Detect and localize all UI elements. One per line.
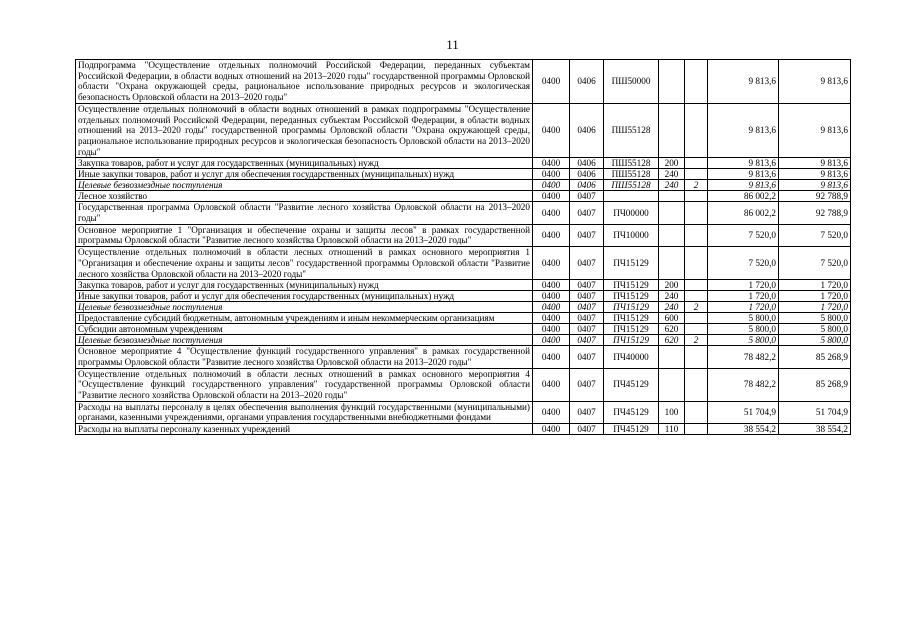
amount-year2-cell: 85 268,9: [779, 346, 851, 368]
amount-year1-cell: 9 813,6: [708, 158, 779, 169]
row-name-cell: Субсидии автономным учреждениям: [76, 324, 533, 335]
section-code-cell: 0400: [533, 335, 570, 346]
row-name-cell: Государственная программа Орловской области "Развитие лесного хозяйства Орловской области на 2013–2020 годы": [76, 202, 533, 224]
row-name-cell: Закупка товаров, работ и услуг для государственных (муниципальных) нужд: [76, 280, 533, 291]
row-name-cell: Иные закупки товаров, работ и услуг для обеспечения государственных (муниципальных) нужд: [76, 169, 533, 180]
table-row: [76, 302, 851, 313]
expense-type-cell: 240: [659, 169, 685, 180]
expense-type-cell: 200: [659, 158, 685, 169]
expense-type-cell: 620: [659, 335, 685, 346]
source-code-cell: [685, 291, 708, 302]
section-code-cell: 0400: [533, 401, 570, 423]
amount-year1-cell: 78 482,2: [708, 346, 779, 368]
row-name-cell: Расходы на выплаты персоналу в целях обеспечения выполнения функций государственными (муниципальными) органами, казенными учреждениями, органами управления государственными внебюджетными фондами: [76, 401, 533, 423]
target-article-cell: [604, 191, 659, 202]
target-article-cell: ПЧ40000: [604, 346, 659, 368]
amount-year1-cell: 1 720,0: [708, 302, 779, 313]
table-row: [76, 424, 851, 435]
expense-type-cell: [659, 224, 685, 246]
subsection-code-cell: 0407: [570, 291, 604, 302]
row-name-cell: Основное мероприятие 1 "Организация и обеспечение охраны и защиты лесов" в рамках государственной программы Орловской области "Развитие лесного хозяйства Орловской области на 2013–2020 годы": [76, 224, 533, 246]
amount-year1-cell: 5 800,0: [708, 313, 779, 324]
subsection-code-cell: 0407: [570, 280, 604, 291]
row-name-cell: Иные закупки товаров, работ и услуг для обеспечения государственных (муниципальных) нужд: [76, 291, 533, 302]
subsection-code-cell: 0407: [570, 202, 604, 224]
amount-year1-cell: 1 720,0: [708, 280, 779, 291]
amount-year2-cell: 1 720,0: [779, 302, 851, 313]
page-number: 11: [446, 37, 459, 52]
expense-type-cell: [659, 191, 685, 202]
amount-year2-cell: 5 800,0: [779, 313, 851, 324]
expense-type-cell: [659, 247, 685, 280]
amount-year2-cell: 5 800,0: [779, 324, 851, 335]
section-code-cell: 0400: [533, 291, 570, 302]
subsection-code-cell: 0407: [570, 247, 604, 280]
expense-type-cell: 240: [659, 291, 685, 302]
source-code-cell: [685, 202, 708, 224]
expense-type-cell: [659, 202, 685, 224]
table-row: [76, 291, 851, 302]
target-article-cell: ПШ55128: [604, 180, 659, 191]
source-code-cell: [685, 191, 708, 202]
amount-year2-cell: 9 813,6: [779, 158, 851, 169]
target-article-cell: ПШ50000: [604, 60, 659, 104]
amount-year2-cell: 1 720,0: [779, 291, 851, 302]
section-code-cell: 0400: [533, 224, 570, 246]
target-article-cell: ПЧ15129: [604, 247, 659, 280]
target-article-cell: ПЧ45129: [604, 424, 659, 435]
row-name-cell: Закупка товаров, работ и услуг для государственных (муниципальных) нужд: [76, 158, 533, 169]
amount-year1-cell: 5 800,0: [708, 324, 779, 335]
table-row: [76, 103, 851, 158]
expense-type-cell: 100: [659, 401, 685, 423]
target-article-cell: ПЧ45129: [604, 368, 659, 401]
table-row: [76, 280, 851, 291]
subsection-code-cell: 0406: [570, 103, 604, 158]
subsection-code-cell: 0406: [570, 158, 604, 169]
target-article-cell: ПЧ15129: [604, 313, 659, 324]
target-article-cell: ПЧ15129: [604, 280, 659, 291]
row-name-cell: Основное мероприятие 4 "Осуществление функций государственного управления" в рамках государственной программы Орловской области "Развитие лесного хозяйства Орловской области на 2013–2020 годы": [76, 346, 533, 368]
section-code-cell: 0400: [533, 424, 570, 435]
expense-type-cell: 240: [659, 180, 685, 191]
amount-year2-cell: 38 554,2: [779, 424, 851, 435]
amount-year1-cell: 9 813,6: [708, 60, 779, 104]
subsection-code-cell: 0407: [570, 424, 604, 435]
subsection-code-cell: 0407: [570, 302, 604, 313]
amount-year1-cell: 51 704,9: [708, 401, 779, 423]
amount-year2-cell: 9 813,6: [779, 180, 851, 191]
budget-table: [75, 59, 851, 435]
table-row: [76, 224, 851, 246]
subsection-code-cell: 0407: [570, 401, 604, 423]
row-name-cell: Предоставление субсидий бюджетным, автономным учреждениям и иным некоммерческим организациям: [76, 313, 533, 324]
source-code-cell: [685, 280, 708, 291]
amount-year1-cell: 9 813,6: [708, 180, 779, 191]
source-code-cell: [685, 247, 708, 280]
amount-year1-cell: 7 520,0: [708, 247, 779, 280]
amount-year2-cell: 92 788,9: [779, 202, 851, 224]
table-row: [76, 247, 851, 280]
amount-year2-cell: 9 813,6: [779, 169, 851, 180]
expense-type-cell: 620: [659, 324, 685, 335]
row-name-cell: Целевые безвозмездные поступления: [76, 302, 533, 313]
target-article-cell: ПЧ45129: [604, 401, 659, 423]
amount-year1-cell: 9 813,6: [708, 169, 779, 180]
source-code-cell: [685, 60, 708, 104]
table-row: [76, 346, 851, 368]
table-row: [76, 324, 851, 335]
section-code-cell: 0400: [533, 280, 570, 291]
row-name-cell: Осуществление отдельных полномочий в области лесных отношений в рамках основного мероприятия 1 "Организация и обеспечение охраны и защиты лесов" государственной программы Орловской области "Развитие лесного хозяйства Орловской области на 2013–2020 годы": [76, 247, 533, 280]
target-article-cell: ПЧ15129: [604, 324, 659, 335]
amount-year2-cell: 5 800,0: [779, 335, 851, 346]
expense-type-cell: 110: [659, 424, 685, 435]
subsection-code-cell: 0407: [570, 191, 604, 202]
table-row: [76, 158, 851, 169]
section-code-cell: 0400: [533, 191, 570, 202]
source-code-cell: [685, 401, 708, 423]
source-code-cell: [685, 368, 708, 401]
amount-year2-cell: 7 520,0: [779, 247, 851, 280]
target-article-cell: ПЧ00000: [604, 202, 659, 224]
expense-type-cell: [659, 346, 685, 368]
subsection-code-cell: 0407: [570, 368, 604, 401]
target-article-cell: ПЧ15129: [604, 302, 659, 313]
section-code-cell: 0400: [533, 313, 570, 324]
amount-year1-cell: 9 813,6: [708, 103, 779, 158]
source-code-cell: 2: [685, 302, 708, 313]
budget-table-body: [76, 60, 851, 435]
section-code-cell: 0400: [533, 169, 570, 180]
source-code-cell: [685, 346, 708, 368]
table-row: [76, 169, 851, 180]
target-article-cell: ПЧ10000: [604, 224, 659, 246]
table-row: [76, 191, 851, 202]
source-code-cell: [685, 169, 708, 180]
expense-type-cell: [659, 103, 685, 158]
amount-year1-cell: 86 002,2: [708, 191, 779, 202]
source-code-cell: 2: [685, 180, 708, 191]
table-row: [76, 335, 851, 346]
expense-type-cell: 200: [659, 280, 685, 291]
source-code-cell: [685, 224, 708, 246]
subsection-code-cell: 0407: [570, 346, 604, 368]
row-name-cell: Лесное хозяйство: [76, 191, 533, 202]
amount-year1-cell: 38 554,2: [708, 424, 779, 435]
source-code-cell: [685, 424, 708, 435]
amount-year2-cell: 1 720,0: [779, 280, 851, 291]
table-row: [76, 313, 851, 324]
amount-year2-cell: 9 813,6: [779, 103, 851, 158]
amount-year1-cell: 86 002,2: [708, 202, 779, 224]
section-code-cell: 0400: [533, 346, 570, 368]
section-code-cell: 0400: [533, 247, 570, 280]
subsection-code-cell: 0407: [570, 335, 604, 346]
section-code-cell: 0400: [533, 60, 570, 104]
expense-type-cell: 600: [659, 313, 685, 324]
target-article-cell: ПШ55128: [604, 169, 659, 180]
section-code-cell: 0400: [533, 180, 570, 191]
expense-type-cell: 240: [659, 302, 685, 313]
target-article-cell: ПШ55128: [604, 158, 659, 169]
section-code-cell: 0400: [533, 103, 570, 158]
section-code-cell: 0400: [533, 158, 570, 169]
subsection-code-cell: 0406: [570, 60, 604, 104]
section-code-cell: 0400: [533, 324, 570, 335]
target-article-cell: ПШ55128: [604, 103, 659, 158]
row-name-cell: Целевые безвозмездные поступления: [76, 335, 533, 346]
section-code-cell: 0400: [533, 202, 570, 224]
amount-year2-cell: 51 704,9: [779, 401, 851, 423]
row-name-cell: Расходы на выплаты персоналу казенных учреждений: [76, 424, 533, 435]
amount-year2-cell: 85 268,9: [779, 368, 851, 401]
table-row: [76, 202, 851, 224]
subsection-code-cell: 0406: [570, 180, 604, 191]
target-article-cell: ПЧ15129: [604, 335, 659, 346]
row-name-cell: Осуществление отдельных полномочий в области водных отношений в рамках подпрограммы "Осуществление отдельных полномочий Российской Федерации, переданных субъектам Российской Федерации, в области водных отношений на 2013–2020 годы" государственной программы Орловской области "Охрана окружающей среды, рациональное использование природных ресурсов и экологическая безопасность Орловской области на 2013–2020 годы": [76, 103, 533, 158]
amount-year1-cell: 5 800,0: [708, 335, 779, 346]
source-code-cell: 2: [685, 335, 708, 346]
amount-year1-cell: 1 720,0: [708, 291, 779, 302]
amount-year1-cell: 78 482,2: [708, 368, 779, 401]
source-code-cell: [685, 103, 708, 158]
subsection-code-cell: 0407: [570, 324, 604, 335]
subsection-code-cell: 0407: [570, 224, 604, 246]
source-code-cell: [685, 324, 708, 335]
amount-year1-cell: 7 520,0: [708, 224, 779, 246]
source-code-cell: [685, 158, 708, 169]
row-name-cell: Целевые безвозмездные поступления: [76, 180, 533, 191]
row-name-cell: Осуществление отдельных полномочий в области лесных отношений в рамках основного мероприятия 4 "Осуществление функций государственного управления" государственной программы Орловской области "Развитие лесного хозяйства Орловской области на 2013–2020 годы": [76, 368, 533, 401]
expense-type-cell: [659, 60, 685, 104]
section-code-cell: 0400: [533, 302, 570, 313]
amount-year2-cell: 92 788,9: [779, 191, 851, 202]
table-row: [76, 180, 851, 191]
amount-year2-cell: 7 520,0: [779, 224, 851, 246]
table-row: [76, 368, 851, 401]
amount-year2-cell: 9 813,6: [779, 60, 851, 104]
table-row: [76, 60, 851, 104]
section-code-cell: 0400: [533, 368, 570, 401]
source-code-cell: [685, 313, 708, 324]
row-name-cell: Подпрограмма "Осуществление отдельных полномочий Российской Федерации, переданных субъектам Российской Федерации, в области водных отношений на 2013–2020 годы" государственной программы Орловской области "Охрана окружающей среды, рациональное использование природных ресурсов и экологическая безопасность Орловской области на 2013–2020 годы": [76, 60, 533, 104]
table-row: [76, 401, 851, 423]
subsection-code-cell: 0406: [570, 169, 604, 180]
expense-type-cell: [659, 368, 685, 401]
subsection-code-cell: 0407: [570, 313, 604, 324]
target-article-cell: ПЧ15129: [604, 291, 659, 302]
